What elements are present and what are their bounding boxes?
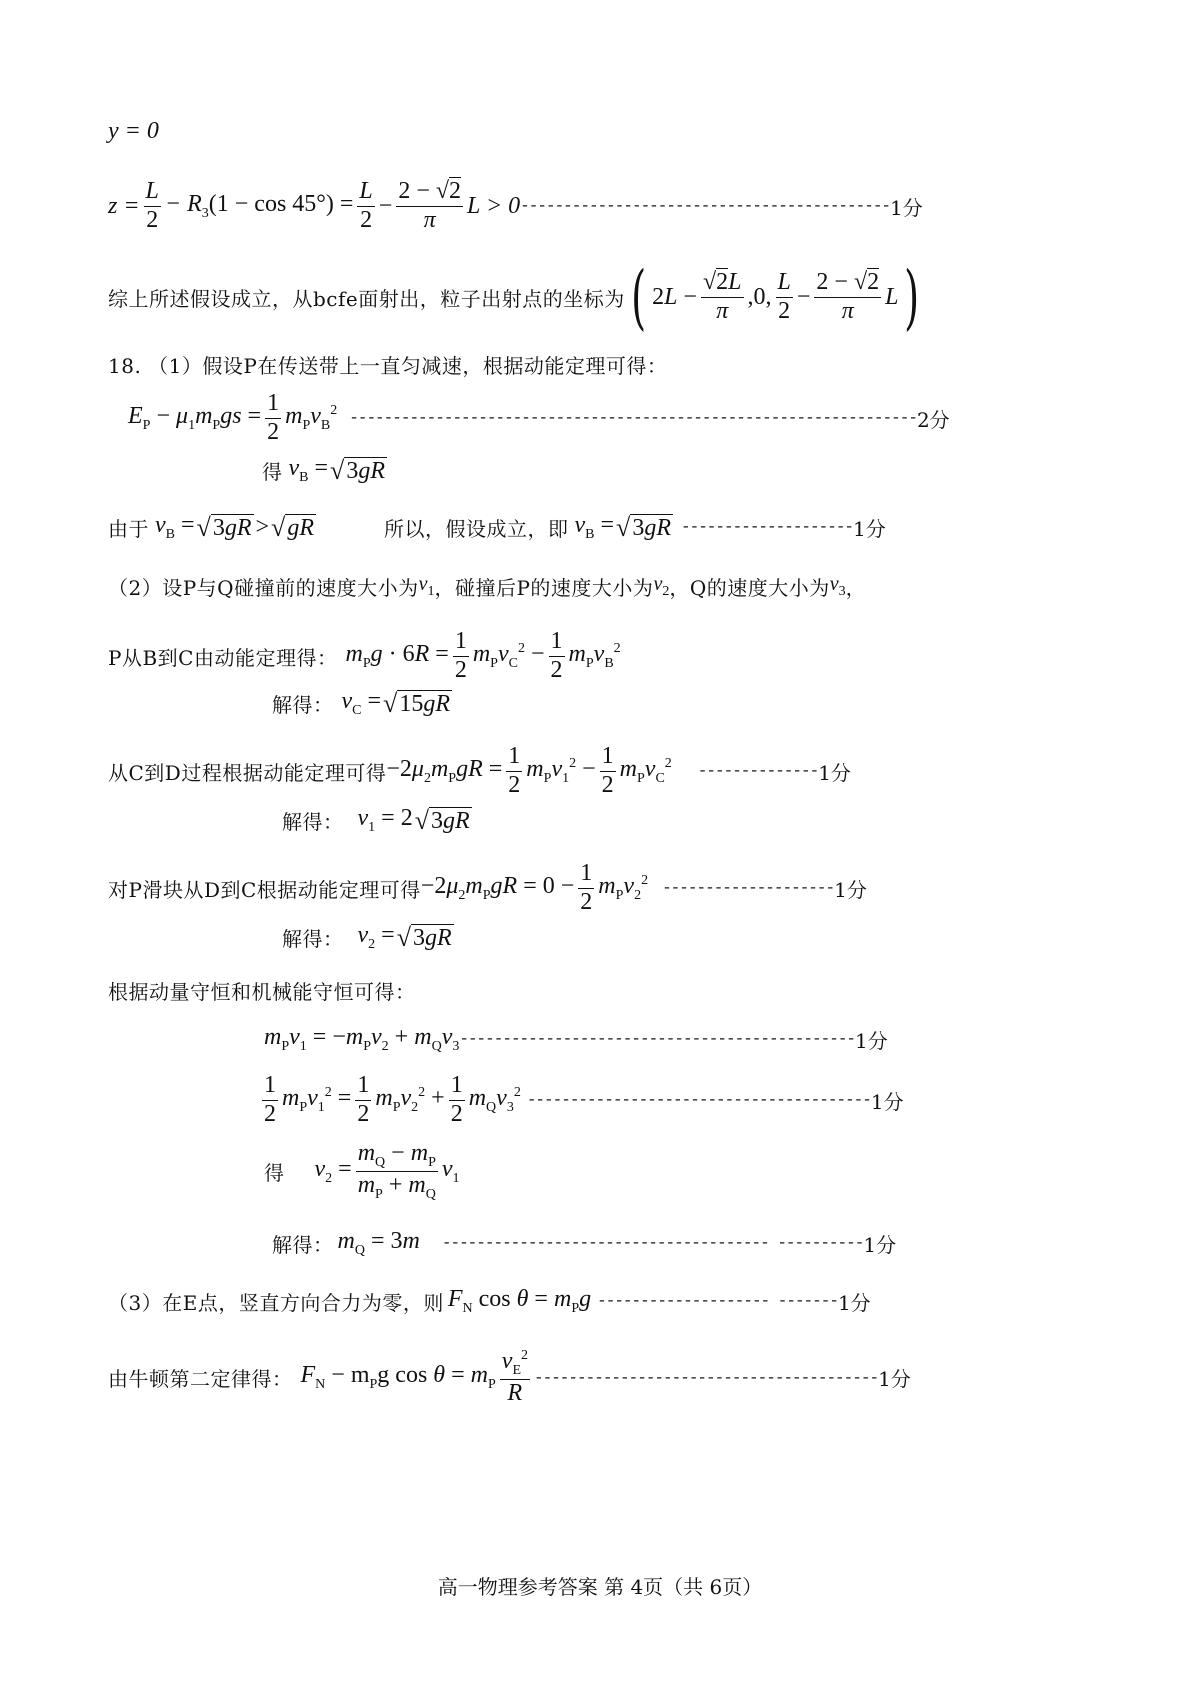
conservation-statement [108, 976, 416, 1005]
statement-text: 得 [262, 459, 283, 484]
fraction: $\frac{1}{2}$ [508, 743, 521, 798]
fraction: $\frac{L}{2}$ [359, 178, 373, 233]
equation-term: $m_Pv_B^2$ [568, 640, 621, 671]
dashed-leader: -------------------- [662, 879, 835, 898]
score-label: 1分 [878, 1367, 911, 1392]
fraction: $\frac{1}{2}$ [454, 628, 467, 683]
equation-z [108, 178, 923, 234]
equation-term: $-2\mu_2m_PgR$ = [386, 755, 503, 786]
dashed-leader: -------------------- ------- [597, 1292, 838, 1311]
result-v2 [282, 922, 456, 953]
dashed-leader: ---------------------------------------------- [459, 1030, 856, 1049]
equation-term: $F_N - m_Pg$ $\cos \theta = m_P$ [300, 1362, 496, 1393]
statement-text: 所以，假设成立，即 [384, 516, 569, 541]
newton-second-law [108, 1348, 911, 1407]
equation-tail: L > 0 [467, 192, 521, 219]
b-to-c-equation [108, 628, 621, 684]
equation-term: $m_Qv_3^2$ [468, 1084, 521, 1115]
condition-check [108, 512, 886, 543]
energy-conservation-equation [262, 1072, 904, 1128]
dashed-leader: ------------------------------------------------------------------ [349, 409, 917, 428]
fraction: $\frac{1}{2}$ [267, 390, 280, 445]
coord-term: 2L − [652, 283, 697, 310]
result-vb [262, 455, 389, 486]
fraction: $\frac{1}{2}$ [450, 1072, 463, 1127]
coordinate-statement [108, 256, 926, 338]
statement-text: 由于 [108, 516, 149, 541]
sqrt: √ 15gR [383, 689, 450, 719]
dashed-leader: ---------------------------------------- [526, 1091, 871, 1110]
equation-term: $v_C$ = [341, 688, 382, 718]
equation-text: y = 0 [108, 118, 159, 144]
statement-text: ，碰撞后P的速度大小为 [434, 576, 654, 600]
score-label: 1分 [834, 877, 867, 902]
statement-text: 对P滑块从D到C根据动能定理可得 [108, 877, 421, 902]
equation-term: $v_2$ = [314, 1155, 352, 1186]
page-footer: 高一物理参考答案 第 4页（共 6页） [437, 1575, 763, 1599]
score-label: 1分 [863, 1232, 897, 1257]
variable-v3: $v_3$ [829, 573, 846, 599]
statement-text: 从C到D过程根据动能定理可得 [108, 760, 387, 785]
dashed-leader: -------------- [697, 762, 819, 781]
minus-sign: − [378, 192, 393, 219]
statement-text: 由牛顿第二定律得： [108, 1367, 293, 1392]
sqrt: √ gR [271, 513, 314, 543]
left-paren: ( [630, 256, 646, 338]
right-paren: ) [904, 256, 920, 338]
minus-sign: − [796, 283, 811, 310]
score-label: 1分 [853, 516, 886, 541]
score-label: 1分 [818, 760, 851, 785]
fraction: $\frac{1}{2}$ [580, 860, 593, 915]
equation-y [108, 118, 159, 145]
statement-text: 解得： [282, 809, 344, 834]
equation-term: $m_Pv_2^2$ [598, 872, 649, 903]
statement-text: 根据动量守恒和机械能守恒可得： [108, 980, 416, 1004]
equation-term: $m_Pv_1 = -m_Pv_2 + m_Qv_3$ [264, 1024, 460, 1054]
coord-sep: ,0, [747, 283, 772, 310]
fraction: $\frac{√2L}{\pi}$ [702, 268, 742, 324]
fraction: $\frac{2 - √2}{\pi}$ [816, 268, 880, 324]
statement-text: 解得： [282, 926, 344, 951]
equation-term: $m_Q = 3m$ [337, 1228, 420, 1258]
fraction: $\frac{1}{2}$ [264, 1072, 276, 1127]
variable-v2: $v_2$ [653, 573, 670, 599]
equation-term: $m_Pv_B^2$ [285, 402, 338, 433]
equation-term: − $R_3(1 - \cos 45^\circ)$ = [164, 190, 354, 221]
equation-term: $v_B$ = [288, 455, 329, 485]
fraction: $\frac{L}{2}$ [777, 268, 791, 324]
equation-term: $v_B$ = [155, 512, 195, 542]
equation-term: $v_1$ [441, 1155, 460, 1186]
statement-text: 综上所述假设成立，从bcfe面射出，粒子出射点的坐标为 [108, 286, 625, 311]
score-label: 1分 [890, 195, 923, 220]
d-to-c-equation [108, 860, 867, 916]
equation-term: $m_Pv_2^2$ + [375, 1084, 445, 1115]
statement-text: P从B到C由动能定理得： [108, 645, 338, 670]
energy-equation [128, 390, 950, 446]
dashed-leader: -------------------------------------- ---------- [441, 1234, 864, 1253]
equation-lhs: z = [108, 192, 140, 219]
equation-term: $m_Pg \cdot 6R$ = [345, 640, 449, 671]
sqrt: √ 3gR [330, 456, 385, 486]
c-to-d-equation [108, 743, 851, 799]
score-label: 1分 [855, 1028, 888, 1053]
sqrt: √ 3gR [616, 513, 671, 543]
statement-text: ， [845, 576, 867, 600]
velocity-relation [264, 1140, 460, 1203]
statement-text: （2）设P与Q碰撞前的速度大小为 [108, 576, 419, 600]
equation-term: $v_1 = 2$ [357, 805, 413, 835]
equation-term: $m_Pv_C^2$ [619, 755, 672, 786]
momentum-equation [264, 1024, 888, 1055]
coord-term: L [885, 283, 899, 310]
statement-text: 18. （1）假设P在传送带上一直匀减速，根据动能定理可得： [108, 354, 668, 378]
sqrt: √ 3gR [414, 806, 470, 836]
score-label: 1分 [870, 1089, 904, 1114]
statement-text: ，Q的速度大小为 [669, 576, 830, 600]
statement-text: 解得： [272, 1232, 334, 1257]
dashed-leader: ------------------------------------------- [520, 197, 891, 216]
statement-text: 解得： [272, 692, 334, 717]
score-label: 1分 [837, 1290, 871, 1315]
dashed-leader: -------------------- [681, 518, 854, 537]
sqrt: √ 3gR [196, 513, 252, 543]
statement-text: （3）在E点，竖直方向合力为零，则 [108, 1290, 444, 1315]
question-18-part-2 [108, 572, 866, 601]
fraction: $\frac{2 - √2}{\pi}$ [398, 178, 462, 233]
fraction: $\frac{1}{2}$ [357, 1072, 370, 1127]
equation-term: $m_Pv_1^2$ − [526, 755, 596, 786]
result-v1 [282, 805, 474, 836]
statement-text: 得 [264, 1160, 285, 1185]
equation-term: $v_2$ = [357, 922, 395, 952]
fraction: $\frac{1}{2}$ [550, 628, 563, 683]
fraction: $\frac{v_E^2}{R}$ [501, 1348, 528, 1406]
fraction: $\frac{L}{2}$ [145, 178, 159, 233]
question-18-part-1 [108, 350, 667, 379]
equation-term: $F_N$ $\cos \theta = m_Pg$ [447, 1286, 592, 1316]
sqrt: √ 3gR [396, 923, 452, 953]
score-label: 2分 [916, 407, 950, 432]
equation-term: $-2\mu_2m_PgR = 0$ − [420, 872, 575, 903]
greater-sign: > [255, 513, 270, 540]
equation-term: $E_P - \mu_1m_Pgs$ = [128, 402, 262, 433]
equation-term: $m_Pv_1^2$ = [282, 1084, 352, 1115]
equation-term: $v_B$ = [574, 512, 615, 542]
dashed-leader: ---------------------------------------- [534, 1368, 879, 1387]
equation-term: $m_Pv_C^2$ − [472, 640, 545, 671]
result-mq [272, 1228, 896, 1259]
question-18-part-3 [108, 1286, 871, 1317]
fraction: $\frac{m_Q - m_P}{m_P + m_Q}$ [357, 1140, 436, 1202]
result-vc [272, 688, 454, 719]
variable-v1: $v_1$ [418, 573, 435, 599]
fraction: $\frac{1}{2}$ [601, 743, 614, 798]
